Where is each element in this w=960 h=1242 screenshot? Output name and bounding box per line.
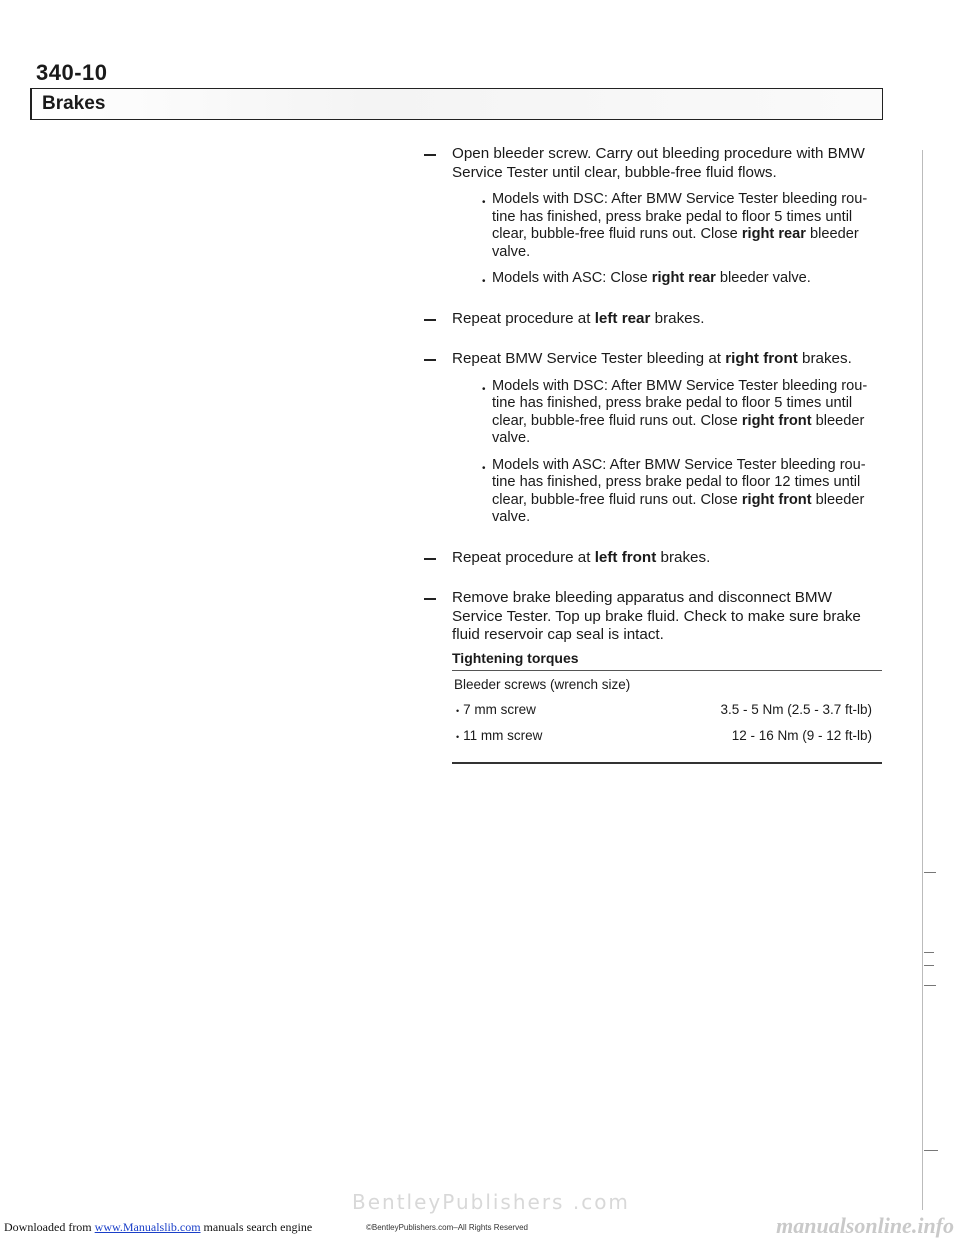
bullet-icon: • — [482, 276, 486, 287]
text-run: brakes. — [797, 350, 852, 367]
table-bottom-rule — [452, 762, 882, 764]
torque-row — [452, 728, 882, 754]
emphasis-text: right rear — [741, 226, 806, 242]
torque-table-title: Tightening torques — [452, 650, 579, 666]
procedure-steps — [424, 145, 884, 667]
emphasis-text: right front — [741, 412, 812, 429]
sub-bullet-item — [452, 191, 884, 261]
download-suffix: manuals search engine — [200, 1220, 313, 1234]
step-text — [452, 549, 884, 568]
dash-marker — [424, 558, 436, 560]
torque-value: 12 - 16 Nm (9 - 12 ft-lb) — [731, 728, 872, 743]
procedure-step — [424, 589, 884, 645]
torque-label — [456, 702, 536, 717]
step-text — [452, 145, 884, 182]
emphasis-text: left front — [594, 548, 657, 566]
dash-marker — [424, 359, 436, 361]
sub-bullet-item — [452, 378, 884, 448]
text-run: Repeat procedure at — [452, 309, 595, 327]
procedure-step — [424, 145, 884, 288]
bullet-icon: • — [482, 383, 486, 395]
text-run: Remove brake bleeding apparatus and disconnect BMW Service Tester. Top up brake fluid. Check to make sure brake fluid reservoir cap seal is intact. — [452, 589, 861, 643]
procedure-step — [424, 549, 884, 568]
download-notice — [4, 1220, 312, 1235]
bullet-icon: • — [482, 462, 486, 474]
dash-marker — [424, 598, 436, 600]
copyright-notice: ©BentleyPublishers.com–All Rights Reserved — [366, 1223, 528, 1232]
section-title: Brakes — [42, 93, 106, 114]
page-footer — [0, 1212, 960, 1242]
emphasis-text: right front — [741, 491, 812, 508]
text-run: brakes. — [656, 548, 711, 566]
scan-edge-marks — [918, 0, 958, 1242]
manualslib-link[interactable]: www.Manualslib.com — [94, 1220, 201, 1234]
emphasis-text: right rear — [651, 270, 716, 286]
dash-marker — [424, 154, 436, 156]
torque-group-heading: Bleeder screws (wrench size) — [454, 677, 631, 692]
procedure-step — [424, 350, 884, 527]
text-run: Models with ASC: After BMW Service Tester bleeding rou-tine has finished, press brake pedal to floor 12 times until clear, bubble-free fluid runs out. Close — [492, 456, 866, 508]
publisher-watermark: BentleyPublishers .com — [352, 1190, 630, 1214]
step-text — [452, 589, 884, 645]
step-text — [452, 350, 884, 369]
procedure-step — [424, 310, 884, 329]
step-text — [452, 310, 884, 329]
text-run: brakes. — [650, 309, 705, 327]
text-run: Models with ASC: Close — [492, 270, 652, 286]
torque-value: 3.5 - 5 Nm (2.5 - 3.7 ft-lb) — [720, 702, 872, 717]
page-number: 340-10 — [36, 60, 108, 85]
dash-marker — [424, 319, 436, 321]
sub-bullet-item — [452, 457, 884, 527]
bullet-icon: • — [456, 732, 460, 742]
emphasis-text: left rear — [594, 309, 651, 327]
torque-rows — [452, 702, 882, 754]
text-run: Repeat BMW Service Tester bleeding at — [452, 350, 726, 367]
torque-label-text: 11 mm screw — [463, 728, 543, 743]
torque-label-text: 7 mm screw — [463, 702, 536, 717]
text-run: Repeat procedure at — [452, 548, 595, 566]
bullet-icon: • — [456, 706, 460, 716]
text-run: Open bleeder screw. Carry out bleeding procedure with BMW Service Tester until clear, bubble-free fluid flows. — [452, 145, 865, 181]
text-run: bleeder valve. — [492, 412, 865, 446]
text-run: Models with DSC: After BMW Service Tester bleeding rou-tine has finished, press brake pedal to floor 5 times until clear, bubble-free fluid runs out. Close — [492, 377, 868, 429]
bullet-icon: • — [482, 197, 486, 208]
text-run: Models with DSC: After BMW Service Tester bleeding rou-tine has finished, press brake pedal to floor 5 times until clear, bubble-free fluid runs out. Close — [492, 191, 868, 242]
text-run: bleeder valve. — [715, 270, 811, 286]
emphasis-text: right front — [725, 350, 798, 367]
manualsonline-logo: manualsonline.info — [776, 1213, 954, 1238]
torque-row — [452, 702, 882, 728]
sub-bullet-item — [452, 270, 884, 288]
download-prefix: Downloaded from — [4, 1220, 95, 1234]
table-top-rule — [452, 670, 882, 671]
torque-label — [456, 728, 542, 743]
section-header-bar — [30, 88, 883, 120]
text-run: bleeder valve. — [492, 226, 859, 260]
text-run: bleeder valve. — [492, 491, 865, 525]
tightening-torques-table — [452, 650, 882, 764]
